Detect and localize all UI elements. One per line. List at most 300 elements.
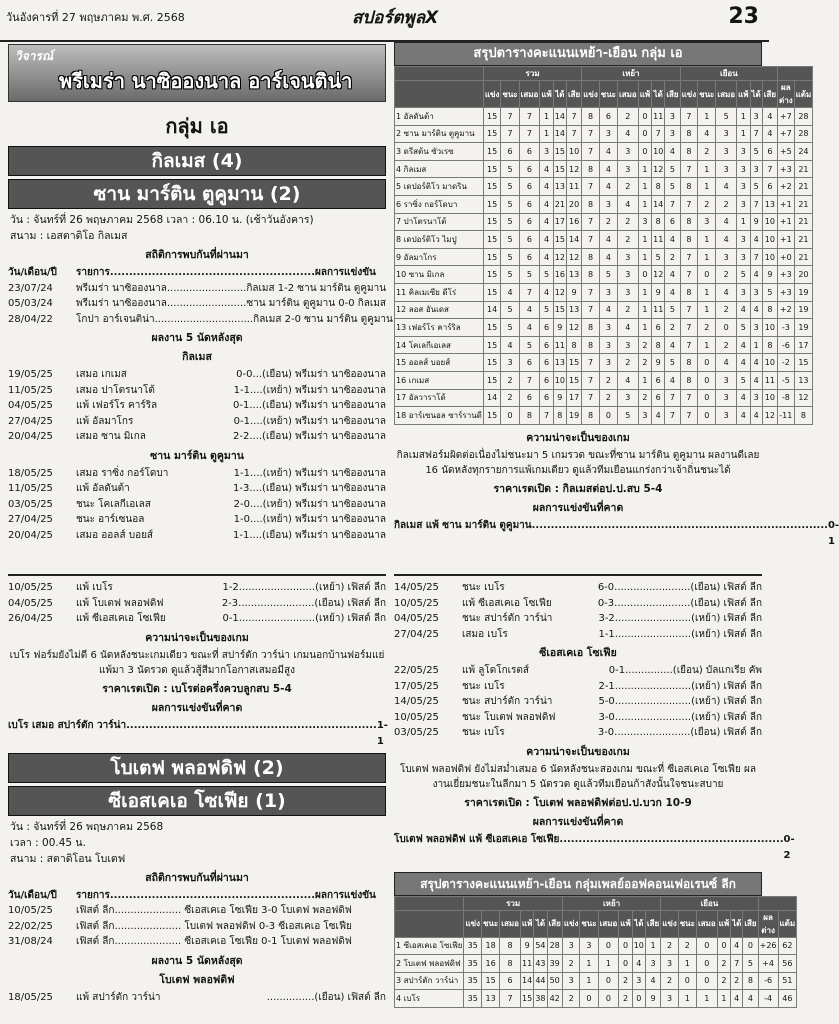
row-result: 0-1....(เยือน) พรีเมร่า นาซิอองนาล — [233, 400, 386, 411]
table-cell: 10 — [762, 213, 777, 231]
header-cell: ชนะ — [678, 910, 696, 937]
table-cell: 4 — [501, 283, 519, 301]
table-cell: 6 — [519, 195, 540, 213]
row-date: 10/05/25 — [394, 711, 439, 723]
table-row — [395, 354, 813, 372]
table-cell: 4 — [716, 283, 737, 301]
table-cell: 7 — [582, 231, 600, 249]
table-cell: 4 — [665, 371, 680, 389]
table-cell: 3 — [737, 248, 750, 266]
row-text: ชนะ เบโร — [462, 582, 505, 593]
table-cell: 9 — [553, 319, 566, 337]
row-date: 10/05/25 — [394, 597, 439, 609]
table-row — [395, 990, 797, 1008]
table-cell: 8 — [680, 283, 698, 301]
header-cell: ชนะ — [599, 81, 617, 108]
table-cell: 15 — [483, 283, 501, 301]
row-result: 1-2........................(เหย้า) เฟิสต์ ลีก — [222, 582, 386, 593]
table-cell: 3 — [750, 108, 762, 126]
table-cell: 3 — [716, 248, 737, 266]
team-cell: 8 เดปอร์ติโว ไมปู — [395, 231, 484, 249]
table-cell: 50 — [547, 972, 562, 990]
table-cell: -5 — [778, 371, 795, 389]
table-cell: 2 — [698, 319, 716, 337]
table-cell: 7 — [731, 955, 743, 973]
table-cell: 7 — [582, 178, 600, 196]
table-cell: 3 — [737, 160, 750, 178]
chance-text: โบเตฟ พลอฟดิฟ ยังไม่สมํ่าเสมอ 6 นัดหลังชนะสองเกม ขณะที่ ซีเอสเคเอ โซเฟีย ผลงานเยี่ยมชนะในลีกมา 5 นัดรวด ดูแล้วทีมเยือนก้าสังนั้นใจชนะสบาย — [399, 763, 757, 790]
row-date: 23/07/24 — [8, 282, 53, 294]
table-cell: 1 — [698, 231, 716, 249]
chance-title: ความน่าจะเป็นของเกม — [526, 745, 630, 758]
table-cell: 8 — [582, 195, 600, 213]
table-cell: 8 — [680, 125, 698, 143]
table-cell: 3 — [750, 319, 762, 337]
result-row — [8, 481, 386, 497]
table-cell: -6 — [758, 972, 778, 990]
result-row — [394, 580, 762, 596]
table-cell: 7 — [750, 125, 762, 143]
table-cell: 4 — [731, 990, 743, 1008]
table-cell: 3 — [540, 143, 553, 161]
table-cell: 8 — [582, 407, 600, 425]
result-row — [8, 919, 386, 935]
team-a-title: กิลเมส — [182, 351, 212, 363]
row-text: พรีเมร่า นาซิอองนาล.........................กิลเมส 1-2 ซาน มาร์ติน ตูคูมาน — [76, 282, 387, 294]
table-row — [395, 319, 813, 337]
result-row — [394, 596, 762, 612]
table-row — [395, 283, 813, 301]
table-cell: 15 — [482, 972, 500, 990]
header-cell: ชนะ — [698, 81, 716, 108]
table-cell: 54 — [534, 937, 547, 955]
table-cell: 4 — [750, 231, 762, 249]
table-row — [395, 371, 813, 389]
row-text: เสมอ เบโร — [462, 628, 508, 640]
row-result: 2-2....(เยือน) พรีเมร่า นาซิอองนาล — [233, 431, 386, 442]
header-cell: แพ้ — [540, 81, 553, 108]
header-cell: ได้ — [534, 910, 547, 937]
table-cell: 6 — [519, 354, 540, 372]
row-date: 18/05/25 — [8, 991, 53, 1003]
row-text: แพ้ ซีเอสเคเอ โซเฟีย — [76, 613, 166, 624]
table-cell: +3 — [778, 266, 795, 284]
header-cell: ได้ — [750, 81, 762, 108]
table-cell: +4 — [758, 955, 778, 973]
table-cell: 3 — [580, 937, 598, 955]
table-cell: 3 — [617, 283, 638, 301]
table-cell: 7 — [582, 389, 600, 407]
team-cell: 11 คิลเมเซีย ดีโร่ — [395, 283, 484, 301]
table-cell: 10 — [762, 354, 777, 372]
table-cell: 5 — [501, 160, 519, 178]
table-cell: 6 — [519, 248, 540, 266]
header-cell: ได้ — [731, 910, 743, 937]
table-cell: 4 — [716, 213, 737, 231]
table-cell: 5 — [519, 266, 540, 284]
row-date: 28/04/22 — [8, 313, 53, 325]
right-column — [394, 42, 839, 550]
table-cell: 6 — [519, 160, 540, 178]
table-cell: 7 — [519, 125, 540, 143]
result-row — [394, 694, 762, 710]
table-cell: 35 — [464, 972, 482, 990]
header-cell: เหย้า — [562, 896, 660, 910]
table-cell: 4 — [632, 955, 645, 973]
result-row — [8, 398, 386, 414]
table-cell: 4 — [599, 301, 617, 319]
table-cell: 15 — [483, 336, 501, 354]
table-cell: 8 — [500, 955, 521, 973]
table-cell: -11 — [778, 407, 795, 425]
result-row — [8, 383, 386, 399]
table-cell: 3 — [750, 160, 762, 178]
standings-table — [394, 66, 813, 425]
table-cell: 21 — [794, 213, 813, 231]
table-cell: 51 — [778, 972, 797, 990]
table-cell: 15 — [483, 371, 501, 389]
prediction-title: ผลการแข่งขันที่คาด — [532, 815, 624, 828]
table-cell: +5 — [778, 143, 795, 161]
table-cell: 7 — [501, 125, 519, 143]
team-cell: 10 ซาน มิเกล — [395, 266, 484, 284]
table-cell: 1 — [645, 937, 660, 955]
match-date: วัน : จันทร์ที่ 26 พฤษภาคม 2568 เวลา : 06.10 น. (เช้าวันอังคาร) — [10, 214, 314, 226]
prediction-score: 0-1 — [827, 519, 839, 547]
table-cell: 4 — [737, 354, 750, 372]
table-cell: 2 — [716, 195, 737, 213]
table-cell: 6 — [665, 213, 680, 231]
row-date: 26/04/25 — [8, 613, 53, 624]
table-cell: 0 — [598, 937, 619, 955]
table-cell: 5 — [501, 213, 519, 231]
table-cell: 1 — [737, 213, 750, 231]
team-a-results — [8, 367, 386, 445]
table-cell: +2 — [778, 178, 795, 196]
table-cell: 4 — [540, 248, 553, 266]
prediction: กิลเมส แพ้ ซาน มาร์ติน ตูคูมาน.............................................................................. 0-1 — [394, 518, 762, 550]
banner-kicker: วิจารณ์ — [15, 49, 54, 63]
table-cell: 6 — [762, 143, 777, 161]
table-cell: 28 — [547, 937, 562, 955]
banner-title: พรีเมร่า นาซิอองนาล อาร์เจนติน่า — [59, 69, 353, 93]
table-cell: 8 — [652, 336, 665, 354]
table-cell: 8 — [582, 266, 600, 284]
table-cell: 1 — [638, 371, 651, 389]
header-cell: เสมอ — [617, 81, 638, 108]
table-cell: 7 — [500, 990, 521, 1008]
table-cell: 8 — [519, 407, 540, 425]
table-cell: 2 — [731, 972, 743, 990]
match-time: เวลา : 00.45 น. — [10, 836, 86, 849]
table-cell: 4 — [599, 143, 617, 161]
table-cell: 7 — [680, 407, 698, 425]
table-cell: 20 — [794, 266, 813, 284]
team-cell: 6 ราซิ่ง กอร์โดบา — [395, 195, 484, 213]
table-cell: 2 — [617, 108, 638, 126]
table-cell: 8 — [652, 178, 665, 196]
table-cell: 4 — [617, 195, 638, 213]
table-cell: 15 — [483, 266, 501, 284]
row-text: แพ้ อัลมาโกร — [76, 415, 134, 427]
opening-odds: ราคาเรตเปิด : กิลเมสต่อป.ป.สบ 5-4 — [493, 482, 663, 495]
table-row — [395, 125, 813, 143]
prediction: โบเตฟ พลอฟดิฟ แพ้ ซีเอสเคเอ โซเฟีย........................................................... 0-2 — [394, 832, 762, 864]
header-cell: เยือน — [680, 67, 777, 81]
table-cell: 4 — [750, 301, 762, 319]
table-cell: 2 — [661, 972, 679, 990]
table-cell: 10 — [762, 389, 777, 407]
header-cell — [395, 67, 484, 81]
table-cell: 2 — [698, 195, 716, 213]
left-column — [8, 42, 393, 543]
row-text: ชนะ โคเลกีเอเลส — [76, 498, 151, 510]
table-cell: 3 — [632, 972, 645, 990]
table-cell: 0 — [619, 955, 632, 973]
result-row — [8, 611, 386, 627]
table-cell: 17 — [794, 336, 813, 354]
table-cell: 7 — [566, 125, 581, 143]
table-cell: 3 — [737, 178, 750, 196]
table-cell: 20 — [566, 195, 581, 213]
table-cell: 15 — [553, 231, 566, 249]
header-cell: ได้ — [652, 81, 665, 108]
table-cell: 21 — [794, 231, 813, 249]
table-cell: 15 — [483, 160, 501, 178]
table-cell: +2 — [778, 301, 795, 319]
table-cell: 15 — [483, 319, 501, 337]
table-row — [395, 266, 813, 284]
table-cell: 7 — [566, 108, 581, 126]
table-cell: 7 — [680, 319, 698, 337]
table-cell: 3 — [716, 125, 737, 143]
table-cell: 7 — [582, 371, 600, 389]
table-cell: 56 — [778, 955, 797, 973]
table-cell: 8 — [762, 336, 777, 354]
row-text: ชนะ เบโร — [462, 680, 505, 692]
row-result: 1-1....(เหย้า) พรีเมร่า นาซิอองนาล — [233, 467, 386, 479]
table-cell: 12 — [762, 407, 777, 425]
table-cell: 2 — [562, 990, 580, 1008]
header-cell — [395, 910, 464, 937]
team-cell: 3 สปาร์ตัก วาร์น่า — [395, 972, 464, 990]
away-team-bar: ซีเอสเคเอ โซเฟีย (1) — [8, 786, 386, 816]
table-cell: 7 — [750, 248, 762, 266]
table-cell: 42 — [547, 990, 562, 1008]
table-cell: 2 — [501, 389, 519, 407]
table-row — [395, 937, 797, 955]
table-cell: 0 — [698, 266, 716, 284]
table-cell: 14 — [553, 125, 566, 143]
table-cell: 6 — [652, 389, 665, 407]
table-cell: 0 — [717, 937, 730, 955]
table-cell: 0 — [632, 990, 645, 1008]
chance-text: กิลเมสฟอร์มผิดต่อเนื่องไม่ชนะมา 5 เกมรวด ขณะที่ซาน มาร์ติน ตูคูมาน ผลงานดีเลย 16 นัดหลังทุกรายการแพ้เกมเดียว ดูแล้วทีมเยือนแกร่งกว่าเจ้าถิ่นชนะได้ — [396, 449, 760, 476]
table-cell: 24 — [794, 143, 813, 161]
table-cell: 21 — [794, 160, 813, 178]
table-cell: 5 — [665, 301, 680, 319]
team-cell: 4 กิลเมส — [395, 160, 484, 178]
results-list — [8, 580, 386, 627]
table-cell: 6 — [652, 319, 665, 337]
table-cell: 2 — [617, 301, 638, 319]
table-cell: 4 — [750, 371, 762, 389]
header-cell: แพ้ — [520, 910, 533, 937]
table-cell: 3 — [750, 389, 762, 407]
table-cell: 2 — [638, 389, 651, 407]
row-text: เสมอ ซาน มิเกล — [76, 431, 146, 442]
table-cell: 7 — [582, 283, 600, 301]
row-result: 3-0........................(เหย้า) เฟิสต์ ลีก — [598, 711, 762, 723]
table-cell: 11 — [762, 371, 777, 389]
table-cell: 12 — [566, 319, 581, 337]
table-cell: 15 — [483, 354, 501, 372]
result-row — [394, 725, 762, 741]
row-text: แพ้ สปาร์ตัก วาร์น่า — [76, 991, 161, 1003]
h2h-title: สถิติการพบกันที่ผ่านมา — [145, 871, 249, 884]
table-cell: 14 — [652, 195, 665, 213]
header-cell: เสมอ — [598, 910, 619, 937]
row-date: 18/05/25 — [8, 467, 53, 479]
team-cell: 12 ลอส อันเดส — [395, 301, 484, 319]
table-cell: 16 — [482, 955, 500, 973]
table-cell: 5 — [750, 143, 762, 161]
header-cell: แข่ง — [464, 910, 482, 937]
table-cell: 1 — [698, 248, 716, 266]
prediction: เบโร เสมอ สปาร์ตัก วาร์น่า.................................................................. 1-1 — [8, 718, 386, 750]
result-row — [8, 296, 386, 312]
table-cell: 7 — [582, 213, 600, 231]
chance-text: เบโร ฟอร์มยังไม่ดี 6 นัดหลังชนะเกมเดียว ขณะที่ สปาร์ตัก วาร์น่า เกมนอกบ้านฟอร์มแย่แพ้มา 3 นัดรวด ดูแล้วสู้สีมากโอกาสเสมอมีสูง — [9, 649, 385, 676]
table-cell: +1 — [778, 195, 795, 213]
h2h-header: วัน/เดือน/ปี รายการ......................................................ผลการแข่งขัน — [8, 889, 376, 901]
table-cell: 2 — [599, 371, 617, 389]
table-cell: 15 — [483, 213, 501, 231]
table-cell: 8 — [762, 301, 777, 319]
prediction-title: ผลการแข่งขันที่คาด — [532, 501, 624, 514]
table-cell: 13 — [794, 371, 813, 389]
team-cell: 18 อาร์เซนอล ซาร์รานดี — [395, 407, 484, 425]
table-cell: 28 — [794, 108, 813, 126]
table-cell: 15 — [483, 178, 501, 196]
result-row — [8, 934, 386, 950]
table-cell: +3 — [778, 160, 795, 178]
table-cell: 15 — [520, 990, 533, 1008]
row-result: 1-1....(เยือน) พรีเมร่า นาซิอองนาล — [233, 529, 386, 541]
header-cell: แพ้ — [638, 81, 651, 108]
table-cell: 0 — [619, 937, 632, 955]
header-cell: แข่ง — [661, 910, 679, 937]
table-cell: 9 — [645, 990, 660, 1008]
away-team-bar: ซาน มาร์ติน ตูคูมาน (2) — [8, 179, 386, 209]
row-result: 0-3........................(เยือน) เฟิสต์ ลีก — [597, 597, 762, 609]
table-cell: 4 — [665, 143, 680, 161]
table-group-header — [395, 896, 797, 910]
table-cell: 4 — [716, 178, 737, 196]
match-venue: สนาม : สตาดิโอน โบเตฟ — [10, 852, 126, 865]
row-date: 05/03/24 — [8, 298, 53, 309]
table-cell: 15 — [483, 407, 501, 425]
table-cell: 35 — [464, 955, 482, 973]
table-cell: 4 — [737, 301, 750, 319]
table-cell: 8 — [794, 407, 813, 425]
table-cell: 3 — [716, 407, 737, 425]
opening-odds: ราคาเรตเปิด : โบเตฟ พลอฟดิฟต่อป.ป.บวก 10-9 — [464, 796, 692, 809]
table-cell: 15 — [553, 160, 566, 178]
table-cell: 15 — [483, 231, 501, 249]
table-cell: 15 — [794, 354, 813, 372]
table-cell: 8 — [582, 108, 600, 126]
row-result: 3-2........................(เหย้า) เฟิสต์ ลีก — [598, 613, 762, 624]
row-date: 03/05/25 — [394, 727, 439, 738]
table-cell: 2 — [665, 319, 680, 337]
row-result: 1-0....(เหย้า) พรีเมร่า นาซิอองนาล — [233, 514, 386, 525]
table-row — [395, 248, 813, 266]
team-cell: 4 เบโร — [395, 990, 464, 1008]
table-cell: 6 — [540, 371, 553, 389]
chance-title: ความน่าจะเป็นของเกม — [526, 431, 630, 444]
table-cell: 15 — [553, 143, 566, 161]
row-date: 04/05/25 — [8, 400, 53, 411]
row-text: เสมอ ปาโตรนาโต้ — [76, 384, 155, 396]
table-cell: 11 — [652, 108, 665, 126]
prediction-title: ผลการแข่งขันที่คาด — [151, 701, 243, 714]
header-cell: เสมอ — [716, 81, 737, 108]
table-cell: 7 — [680, 195, 698, 213]
table-cell: 5 — [617, 407, 638, 425]
table-cell: 2 — [617, 178, 638, 196]
row-text: ชนะ สปาร์ตัก วาร์น่า — [462, 613, 553, 624]
table-cell: 2 — [599, 389, 617, 407]
table-cell: 12 — [553, 283, 566, 301]
table-cell: 3 — [617, 160, 638, 178]
row-date: 22/02/25 — [8, 920, 53, 932]
table-cell: 1 — [638, 231, 651, 249]
table-row — [395, 955, 797, 973]
table-cell: 2 — [716, 336, 737, 354]
table-cell: 7 — [680, 160, 698, 178]
table-cell: 44 — [534, 972, 547, 990]
header-cell: เสมอ — [696, 910, 717, 937]
table-cell: 4 — [540, 231, 553, 249]
table-cell: 8 — [680, 354, 698, 372]
table-cell: 1 — [638, 248, 651, 266]
header-cell: เสมอ — [519, 81, 540, 108]
table-cell: 6 — [501, 143, 519, 161]
home-team-bar: กิลเมส (4) — [8, 146, 386, 176]
table-cell: 2 — [638, 336, 651, 354]
table-cell: 7 — [582, 354, 600, 372]
row-result: 2-3........................(เยือน) เฟิสต์ ลีก — [221, 597, 386, 609]
table-cell: 0 — [696, 972, 717, 990]
result-row — [394, 710, 762, 726]
table-cell: 0 — [696, 937, 717, 955]
table-cell: 8 — [680, 371, 698, 389]
team-b-results — [394, 663, 762, 741]
table-cell: 2 — [678, 937, 696, 955]
table-cell: 1 — [580, 972, 598, 990]
row-text: แพ้ ลูโดโกเรตส์ — [462, 665, 530, 676]
header-cell: ชนะ — [580, 910, 598, 937]
table-cell: 11 — [566, 178, 581, 196]
row-date: 14/05/25 — [394, 582, 439, 593]
result-row — [8, 429, 386, 445]
table-cell: 13 — [762, 195, 777, 213]
table-cell: 3 — [599, 125, 617, 143]
table-cell: 4 — [665, 231, 680, 249]
table-cell: 14 — [566, 231, 581, 249]
table-cell: 16 — [566, 213, 581, 231]
